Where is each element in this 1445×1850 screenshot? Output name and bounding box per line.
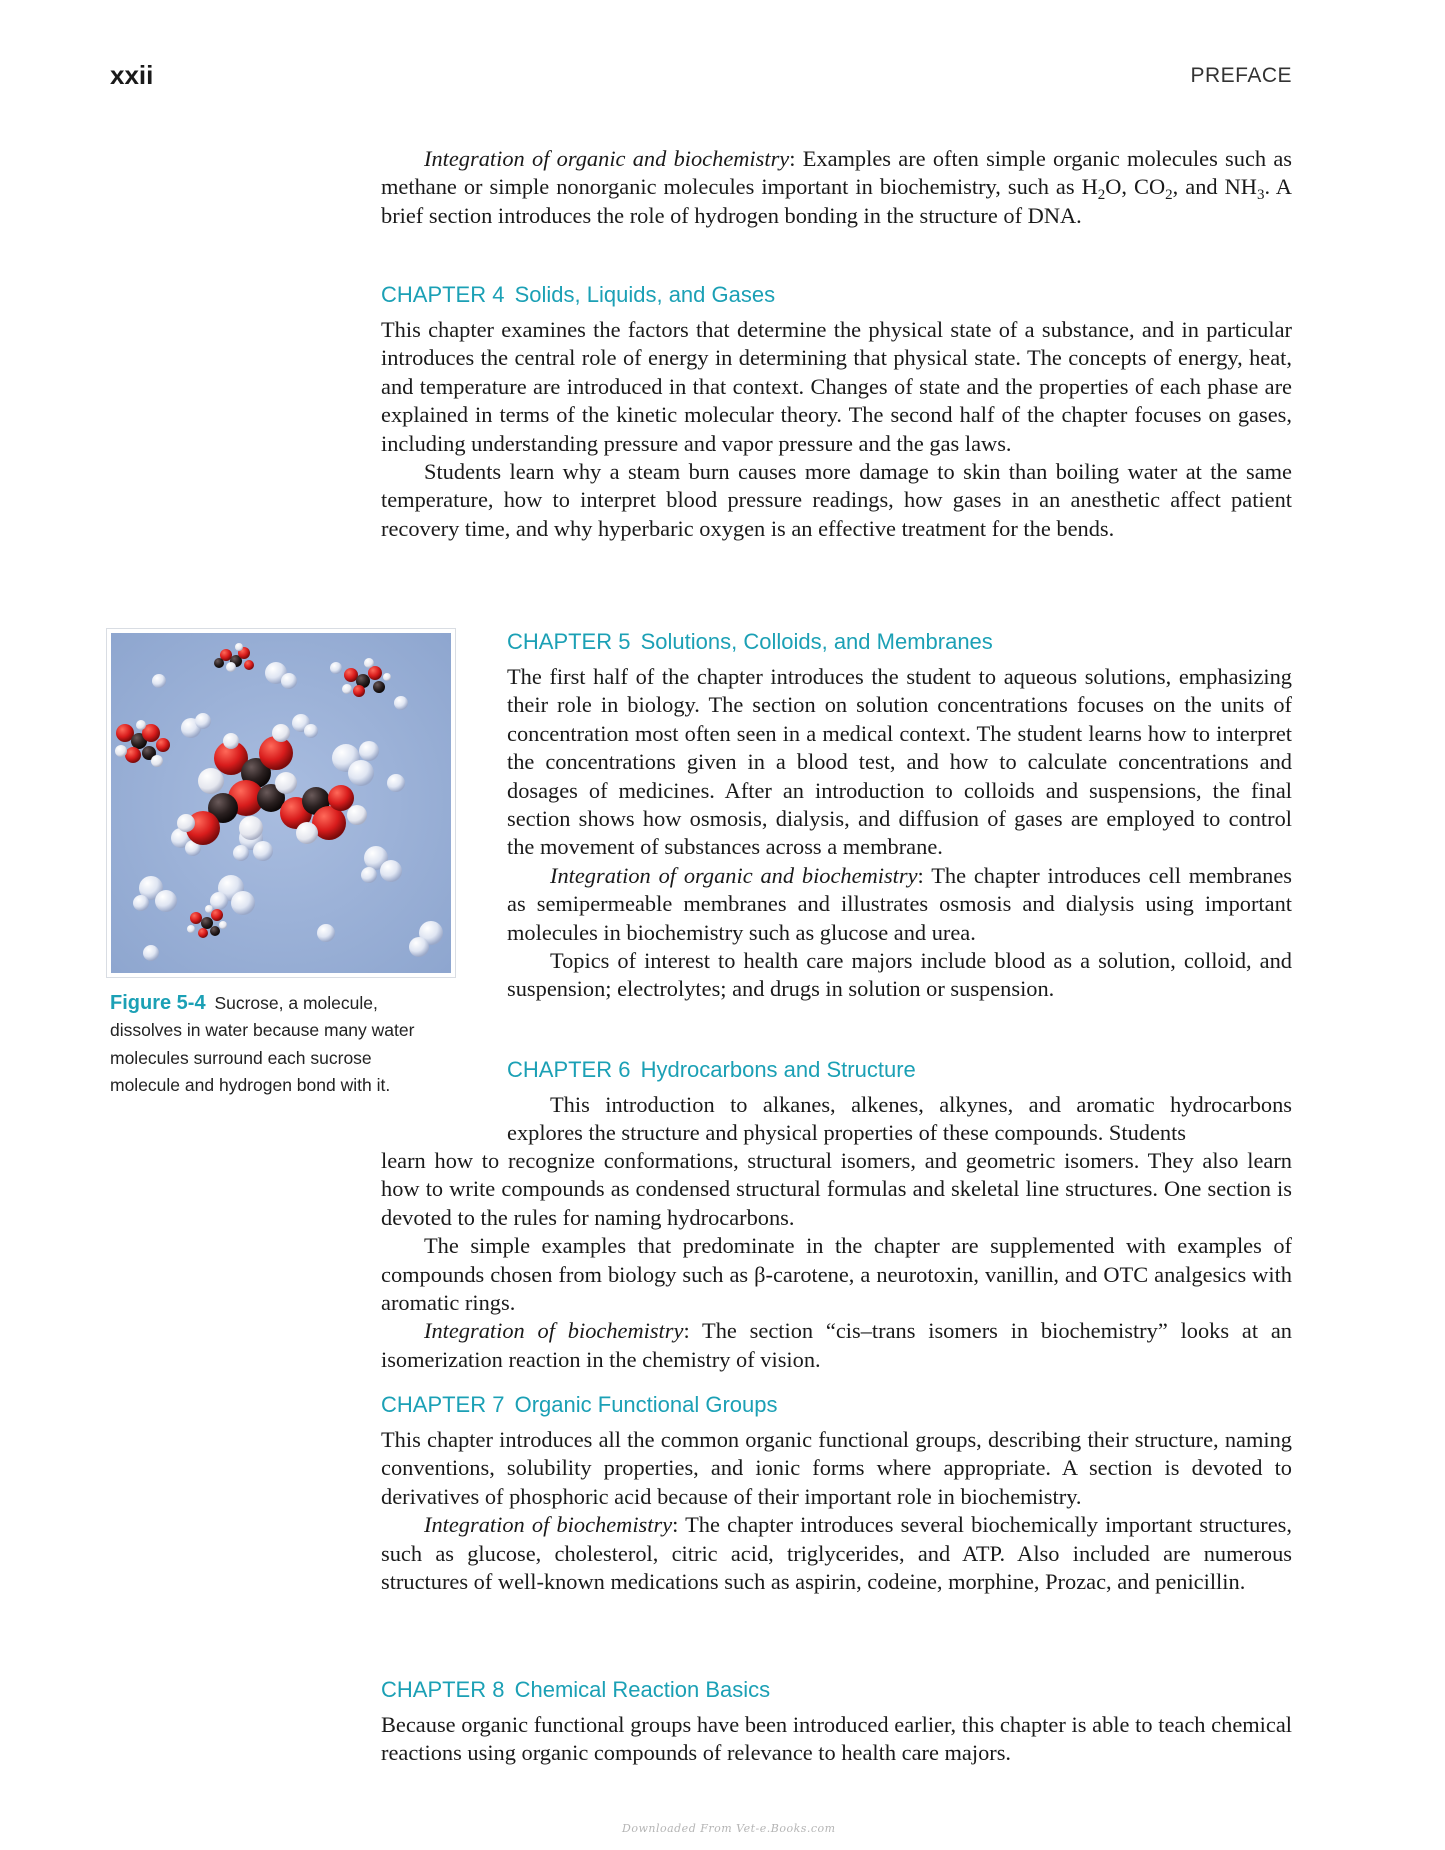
chapter-5-paragraph-3: Topics of interest to health care majors include blood as a solution, colloid, and suspension; electrolytes; and drugs in solution or suspension.: [507, 948, 1292, 1002]
intro-paragraph: [381, 145, 1292, 230]
chapter-6-paragraph-2: The simple examples that predominate in the chapter are supplemented with examples of compounds chosen from biology such as β-carotene, a neurotoxin, vanillin, and OTC analgesics with aromatic rings.: [381, 1233, 1292, 1316]
chapter-7-heading: [381, 1390, 1292, 1420]
h2o-subscript: 2: [1097, 187, 1106, 204]
figure-label: Figure 5-4: [110, 992, 206, 1014]
chapter-4-paragraph-1: This chapter examines the factors that determine the physical state of a substance, and in particular introduces the central role of energy in determining that physical state. The concepts of energy, heat, and temperature are introduced in that context. Changes of state and the properties of each phase are explained in terms of the kinetic molecular theory. The second half of the chapter focuses on gases, including understanding pressure and vapor pressure and the gas laws.: [381, 317, 1292, 456]
chapter-7-paragraph-1: This chapter introduces all the common organic functional groups, describing their structure, naming conventions, solubility properties, and ionic forms where appropriate. A section is devoted to derivatives of phosphoric acid because of their important role in biochemistry.: [381, 1427, 1292, 1509]
chapter-4-title: Solids, Liquids, and Gases: [514, 282, 776, 307]
chapter-7-title: Organic Functional Groups: [514, 1392, 778, 1417]
chapter-5-title: Solutions, Colloids, and Membranes: [640, 629, 993, 654]
chapter-6-heading: [507, 1055, 1292, 1085]
chapter-4-paragraph-2: Students learn why a steam burn causes more damage to skin than boiling water at the same temperature, how to interpret blood pressure readings, how gases in an anesthetic affect patient recovery time, and why hyperbaric oxygen is an effective treatment for the bends.: [381, 459, 1292, 541]
figure-caption-text: Sucrose, a molecule, dissolves in water because many water molecules surround each sucrose molecule and hydrogen bond with it.: [110, 993, 415, 1096]
intro-section: [381, 145, 1292, 230]
chapter-4-number: CHAPTER 4: [381, 282, 505, 307]
chapter-8-title: Chemical Reaction Basics: [514, 1677, 771, 1702]
co2-subscript: 2: [1165, 187, 1173, 204]
chapter-8-section: [381, 1675, 1292, 1768]
chapter-7-number: CHAPTER 7: [381, 1392, 505, 1417]
chapter-8-paragraph-1: Because organic functional groups have been introduced earlier, this chapter is able to teach chemical reactions using organic compounds of relevance to health care majors.: [381, 1712, 1292, 1766]
sucrose-illustration: [111, 633, 451, 973]
chapter-8-heading: [381, 1675, 1292, 1705]
chapter-5-number: CHAPTER 5: [507, 629, 631, 654]
chapter-6-paragraph-3: [381, 1317, 1292, 1374]
chapter-7-italic-lead: Integration of biochemistry: [424, 1512, 673, 1538]
chapter-5-paragraph-2: [507, 862, 1292, 947]
chapter-6-paragraph-3-text: : The section “cis–trans isomers in biochemistry” looks at an isomerization reaction in the chemistry of vision.: [381, 1318, 1292, 1372]
chapter-8-number: CHAPTER 8: [381, 1677, 505, 1702]
chapter-4-section: [381, 280, 1292, 543]
intro-text-2: O, CO: [1105, 174, 1166, 200]
chapter-7-paragraph-2-text: : The chapter introduces several biochemically important structures, such as glucose, cholesterol, citric acid, triglycerides, and ATP. Also included are numerous structures of well-known medications such as aspirin, codeine, morphine, Prozac, and penicillin.: [381, 1512, 1292, 1595]
intro-text-1: : Examples are often simple organic molecules such as methane or simple nonorganic molecules important in biochemistry, such as H: [381, 146, 1292, 200]
chapter-4-heading: [381, 280, 1292, 310]
chapter-6-number: CHAPTER 6: [507, 1057, 631, 1082]
intro-text-4: . A brief section introduces the role of hydrogen bonding in the structure of DNA.: [381, 174, 1292, 228]
chapter-6-italic-lead: Integration of biochemistry: [424, 1318, 684, 1344]
running-head: PREFACE: [1190, 64, 1292, 87]
nh3-subscript: 3: [1256, 187, 1265, 204]
chapter-5-heading: [507, 627, 1292, 657]
intro-italic-lead: Integration of organic and biochemistry: [424, 146, 790, 171]
chapter-5-italic-lead: Integration of organic and biochemistry: [550, 862, 918, 888]
chapter-5-paragraph-2-text: : The chapter introduces cell membranes as semipermeable membranes and illustrates osmosis and dialysis using important molecules in biochemistry such as glucose and urea.: [507, 862, 1292, 945]
figure-caption: [110, 990, 440, 1100]
chapter-5-paragraph-1: The first half of the chapter introduces the student to aqueous solutions, emphasizing their role in biology. The section on solution concentrations focuses on the units of concentration most often seen in a medical context. The student learns how to interpret the concentrations given in a blood test, and how to calculate concentrations and dosages of medicines. After an introduction to colloids and suspensions, the final section shows how osmosis, dialysis, and diffusion of gases are employed to control the movement of substances across a membrane.: [507, 664, 1292, 860]
page-number: xxii: [110, 60, 154, 90]
chapter-6-section: [381, 1147, 1292, 1374]
chapter-6-heading-block: [507, 1055, 1292, 1148]
intro-text-3: , and NH: [1172, 174, 1257, 200]
chapter-7-paragraph-2: [381, 1511, 1292, 1596]
chapter-7-section: [381, 1390, 1292, 1596]
chapter-6-paragraph-1b: learn how to recognize conformations, structural isomers, and geometric isomers. They also learn how to write compounds as condensed structural formulas and skeletal line structures. One section is devoted to the rules for naming hydrocarbons.: [381, 1148, 1292, 1230]
chapter-5-section: [507, 627, 1292, 1004]
chapter-6-title: Hydrocarbons and Structure: [640, 1057, 916, 1082]
sucrose-molecule-figure: [106, 628, 456, 978]
footer-watermark: Downloaded From Vet-e.Books.com: [622, 1822, 836, 1835]
chapter-6-paragraph-1a: This introduction to alkanes, alkenes, alkynes, and aromatic hydrocarbons explores the structure and physical properties of these compounds. Students: [507, 1092, 1292, 1146]
